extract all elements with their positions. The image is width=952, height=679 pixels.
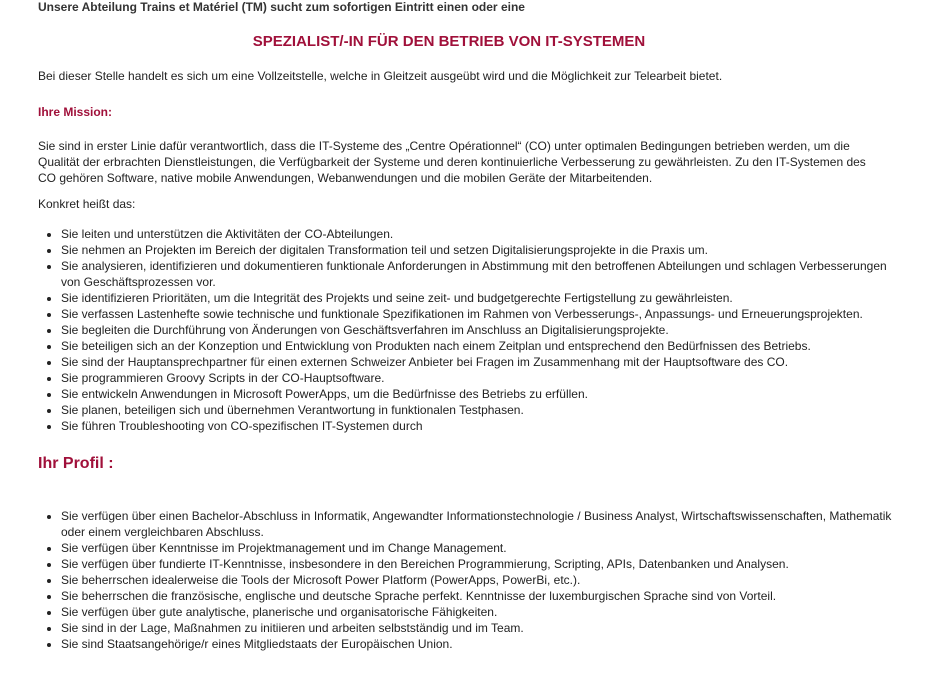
list-item: • Sie identifizieren Prioritäten, um die Integrität des Projekts und seine zeit- und budgetgerechte Fertigstellung zu gewährleisten. [61,290,901,306]
mission-heading: Ihre Mission: [38,105,113,119]
list-item: • Sie entwickeln Anwendungen in Microsoft PowerApps, um die Bedürfnisse des Betriebs zu erfüllen. [61,386,901,402]
list-item: • Sie begleiten die Durchführung von Änderungen von Geschäftsverfahren im Anschluss an Digitalisierungsprojekte. [61,322,901,338]
profile-heading: Ihr Profil : [38,455,114,472]
list-item: • Sie nehmen an Projekten im Bereich der digitalen Transformation teil und setzen Digitalisierungsprojekte in die Praxis um. [61,242,901,258]
list-item: • Sie sind der Hauptansprechpartner für einen externen Schweizer Anbieter bei Fragen im Zusammenhang mit der Hauptsoftware des CO. [61,354,901,370]
list-item: • Sie beherrschen idealerweise die Tools der Microsoft Power Platform (PowerApps, PowerBi, etc.). [61,572,901,588]
profile-list [38,508,901,652]
list-item: • Sie analysieren, identifizieren und dokumentieren funktionale Anforderungen in Abstimmung mit den betroffenen Abteilungen und schlagen Verbesserungen von Geschäftsprozessen vor. [61,258,901,290]
list-item: • Sie verfügen über Kenntnisse im Projektmanagement und im Change Management. [61,540,901,556]
list-item: • Sie beteiligen sich an der Konzeption und Entwicklung von Produkten nach einem Zeitplan und entsprechend den Bedürfnissen des Betriebs. [61,338,901,354]
list-item: • Sie beherrschen die französische, englische und deutsche Sprache perfekt. Kenntnisse der luxemburgischen Sprache sind von Vorteil. [61,588,901,604]
list-item: • Sie sind in der Lage, Maßnahmen zu initiieren und arbeiten selbstständig und im Team. [61,620,901,636]
konkret-label: Konkret heißt das: [38,197,136,211]
list-item: • Sie sind Staatsangehörige/r eines Mitgliedstaats der Europäischen Union. [61,636,901,652]
list-item: • Sie verfassen Lastenhefte sowie technische und funktionale Spezifikationen im Rahmen von Verbesserungs-, Anpassungs- und Erneuerungsprojekten. [61,306,901,322]
job-title: SPEZIALIST/-IN FÜR DEN BETRIEB VON IT-SYSTEMEN [252,33,646,50]
list-item: • Sie verfügen über gute analytische, planerische und organisatorische Fähigkeiten. [61,604,901,620]
list-item: • Sie leiten und unterstützen die Aktivitäten der CO-Abteilungen. [61,226,901,242]
list-item: • Sie planen, beteiligen sich und übernehmen Verantwortung in funktionalen Testphasen. [61,402,901,418]
task-list [38,226,901,434]
lead-paragraph: Bei dieser Stelle handelt es sich um eine Vollzeitstelle, welche in Gleitzeit ausgeübt wird und die Möglichkeit zur Telearbeit bietet. [38,69,723,83]
list-item: • Sie verfügen über fundierte IT-Kenntnisse, insbesondere in den Bereichen Programmierung, Scripting, APIs, Datenbanken und Analysen. [61,556,901,572]
list-item: • Sie verfügen über einen Bachelor-Abschluss in Informatik, Angewandter Informationstechnologie / Business Analyst, Wirtschaftswissenschaften, Mathematik oder einem vergleichbaren Abschluss. [61,508,901,540]
intro-text: Unsere Abteilung Trains et Matériel (TM) sucht zum sofortigen Eintritt einen oder eine [38,0,525,14]
mission-paragraph: Sie sind in erster Linie dafür verantwortlich, dass die IT-Systeme des „Centre Opérationnel“ (CO) unter optimalen Bedingungen betrieben werden, um die Qualität der erbrachten Dienstleistungen, die Verfügbarkeit der Systeme und deren kontinuierliche Verbesserung zu gewährleisten. Zu den IT-Systemen des CO gehören Software, native mobile Anwendungen, Webanwendungen und die mobilen Geräte der Mitarbeitenden. [38,139,866,185]
list-item: • Sie führen Troubleshooting von CO-spezifischen IT-Systemen durch [61,418,901,434]
list-item: • Sie programmieren Groovy Scripts in der CO-Hauptsoftware. [61,370,901,386]
